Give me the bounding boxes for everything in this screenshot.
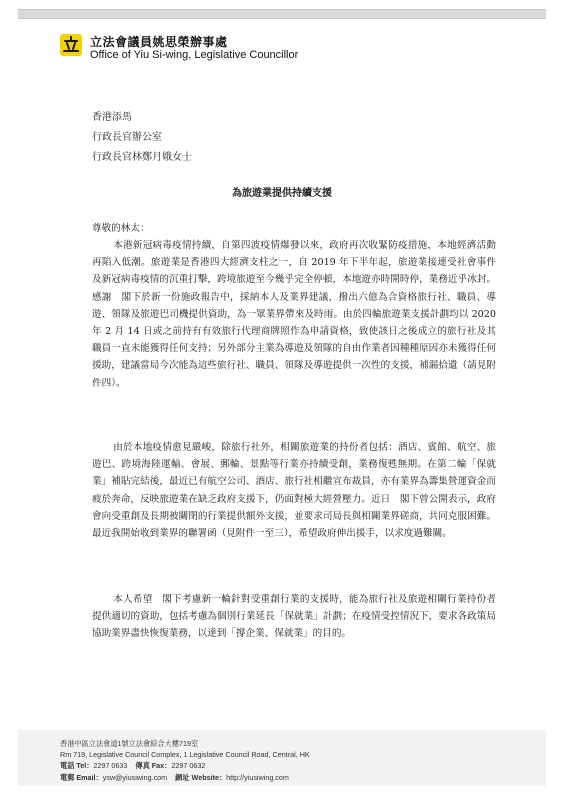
salutation: 尊敬的林太： (92, 223, 150, 234)
legco-logo-icon (60, 34, 82, 56)
email-label: 電郵 Email： (60, 772, 103, 782)
addressee-line: 香港添馬 (92, 112, 132, 123)
tel-number: 2297 0633 (93, 761, 128, 771)
email-link[interactable]: ysw@yiusiwing.com (102, 772, 168, 782)
paragraph-text: 本港新冠病毒疫情持續，自第四波疫情爆發以來，政府再次收緊防疫措施，本地經濟活動再陷入低潮。旅遊業是香港四大經濟支柱之一，自 2019 年下半年起，旅遊業接連受社會事件及新冠病毒疫情的沉重打擊，跨境旅遊至今幾乎完全停頓，本地遊亦時開時停，業務近乎冰封。感謝 閣下於新一份施政報告中，採納本人及業界建議，撥出六億為合資格旅行社、職員、導遊、領隊及旅遊巴司機提供資助，為一眾業界帶來及時雨。由於四輪旅遊業支援計劃均以 2020 年 2 月 14 日或之前持有有效旅行代理商牌照作為申請資格，致使該日之後成立的旅行社及其職員一直未能獲得任何支持；另外部分主業為導遊及領隊的自由作業者因種種原因亦未獲得任何援助，建議當局今次能為這些旅行社、職員、領隊及導遊提供一次性的支援，補漏拾遺（請見附件四）。 (92, 240, 496, 389)
fax-number: 2297 0632 (171, 761, 206, 771)
addressee-line: 行政長官林鄭月娥女士 (92, 152, 192, 163)
footer-address-english: Rm 719, Legislative Council Complex, 1 Legislative Council Road, Central, HK (60, 750, 310, 760)
office-name-english: Office of Yiu Si-wing, Legislative Councillor (90, 49, 299, 61)
footer-address-chinese: 香港中區立法會道1號立法會綜合大樓719室 (60, 739, 199, 748)
web-label: 網址 Website： (175, 772, 227, 782)
addressee-line: 行政長官辦公室 (92, 132, 162, 143)
footer-online-line (60, 772, 310, 783)
footer-contact (60, 738, 310, 783)
body-paragraph (92, 439, 496, 542)
footer-phone-line (60, 760, 310, 771)
paragraph-text: 由於本地疫情愈見嚴峻，除旅行社外，相關旅遊業的持份者包括：酒店、賓館、航空、旅遊巴、跨境海陸運輸、會展、郵輪、景點等行業亦持續受創，業務復甦無期。在第二輪「保就業」補貼完結後，最近已有航空公司、酒店、旅行社相繼宣布裁員，亦有業界為籌集營運資金而疲於奔命，反映旅遊業在缺乏政府支援下，仍面對極大經營壓力。近日 閣下曾公開表示，政府會向受重創及長期被關閉的行業提供額外支援，並要求司局長與相關業界磋商，共同克服困難。最近我開始收到業界的聯署函（見附件一至三），希望政府伸出援手，以求度過難關。 (92, 442, 496, 540)
letter-title: 為旅遊業提供持續支援 (232, 188, 332, 199)
tel-label: 電話 Tel： (60, 761, 94, 771)
office-name-chinese: 立法會議員姚思榮辦事處 (90, 35, 228, 49)
body-paragraph (92, 591, 496, 643)
body-paragraph (92, 237, 496, 392)
header-rule (18, 9, 546, 19)
fax-label: 傳真 Fax： (135, 761, 172, 771)
paragraph-text: 本人希望 閣下考慮新一輪針對受重創行業的支援時，能為旅行社及旅遊相關行業持份者提供適切的資助，包括考慮為個別行業延長「保就業」計劃；在疫情受控情況下，要求各政策局協助業界盡快恢復業務，以達到「撐企業、保就業」的目的。 (92, 594, 496, 640)
website-link[interactable]: http://yiusiwing.com (226, 772, 289, 782)
